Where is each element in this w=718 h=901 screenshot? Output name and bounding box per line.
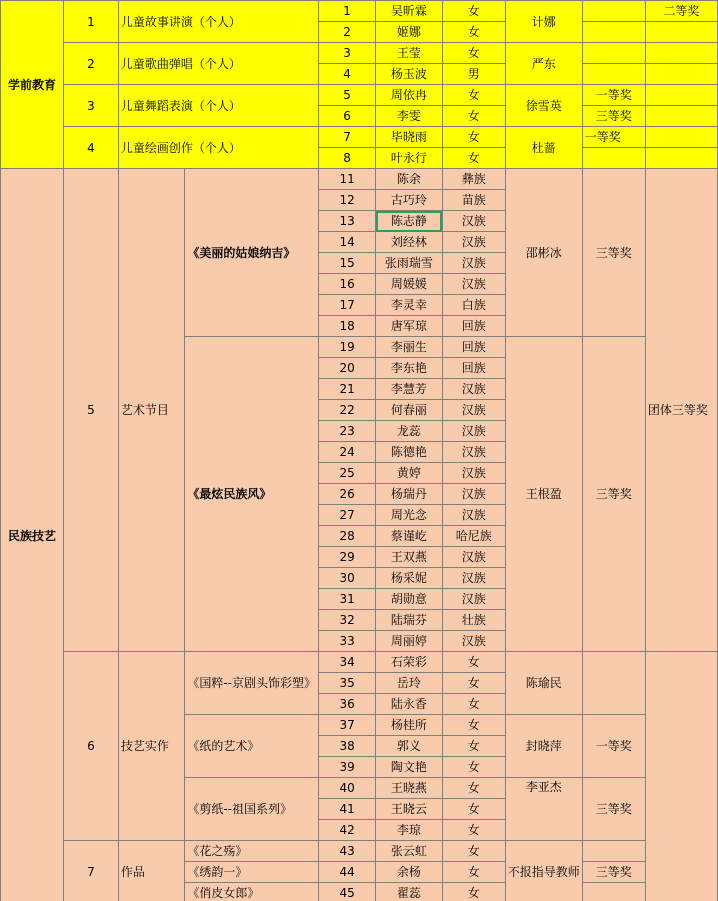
student-name[interactable]: 陈德艳 [376, 442, 443, 463]
student-number[interactable]: 12 [319, 190, 376, 211]
work-title[interactable]: 《最炫民族风》 [185, 337, 319, 652]
work-title[interactable]: 《花之殇》 [185, 841, 319, 862]
student-name[interactable]: 杨采妮 [376, 568, 443, 589]
student-attribute[interactable]: 回族 [442, 316, 505, 337]
student-attribute[interactable]: 女 [442, 820, 505, 841]
student-attribute[interactable]: 汉族 [442, 505, 505, 526]
entry-name[interactable]: 艺术节目 [118, 169, 185, 652]
student-number[interactable]: 21 [319, 379, 376, 400]
award[interactable]: 三等奖 [582, 862, 645, 883]
student-number[interactable]: 38 [319, 736, 376, 757]
student-number[interactable]: 39 [319, 757, 376, 778]
teacher[interactable]: 计娜 [505, 1, 582, 43]
student-attribute[interactable]: 女 [442, 799, 505, 820]
student-number[interactable]: 45 [319, 883, 376, 901]
student-attribute[interactable]: 汉族 [442, 568, 505, 589]
student-number[interactable]: 29 [319, 547, 376, 568]
award-cell[interactable] [582, 883, 645, 901]
student-attribute[interactable]: 汉族 [442, 253, 505, 274]
student-attribute[interactable]: 白族 [442, 295, 505, 316]
student-attribute[interactable]: 女 [442, 85, 505, 106]
student-attribute[interactable]: 汉族 [442, 484, 505, 505]
student-attribute[interactable]: 女 [442, 673, 505, 694]
student-number[interactable]: 37 [319, 715, 376, 736]
teacher[interactable]: 徐雪英 [505, 85, 582, 127]
student-name[interactable]: 张雨瑞雪 [376, 253, 443, 274]
student-name[interactable]: 龙蕊 [376, 421, 443, 442]
student-name[interactable]: 杨桂所 [376, 715, 443, 736]
student-name[interactable]: 周依冉 [376, 85, 443, 106]
teacher[interactable]: 邵彬冰 [505, 169, 582, 337]
entry-name[interactable]: 儿童歌曲弹唱（个人） [118, 43, 318, 85]
award-cell[interactable] [582, 652, 645, 715]
student-number[interactable]: 15 [319, 253, 376, 274]
work-title[interactable]: 《纸的艺术》 [185, 715, 319, 778]
student-name[interactable]: 古巧玲 [376, 190, 443, 211]
award-cell[interactable] [582, 64, 645, 85]
student-attribute[interactable]: 女 [442, 43, 505, 64]
student-attribute[interactable]: 女 [442, 736, 505, 757]
student-attribute[interactable]: 彝族 [442, 169, 505, 190]
entry-number[interactable]: 1 [63, 1, 118, 43]
student-attribute[interactable]: 汉族 [442, 232, 505, 253]
student-attribute[interactable]: 女 [442, 106, 505, 127]
work-title[interactable]: 《俏皮女郎》 [185, 883, 319, 901]
award-cell[interactable] [582, 22, 645, 43]
student-number[interactable]: 33 [319, 631, 376, 652]
award-cell[interactable] [645, 43, 717, 64]
entry-number[interactable]: 3 [63, 85, 118, 127]
student-name[interactable]: 张云虹 [376, 841, 443, 862]
student-attribute[interactable]: 汉族 [442, 274, 505, 295]
student-attribute[interactable]: 苗族 [442, 190, 505, 211]
entry-number[interactable]: 4 [63, 127, 118, 169]
student-attribute[interactable]: 女 [442, 1, 505, 22]
student-attribute[interactable]: 男 [442, 64, 505, 85]
section-label[interactable]: 学前教育 [1, 1, 64, 169]
student-name[interactable]: 杨瑞丹 [376, 484, 443, 505]
student-number[interactable]: 6 [319, 106, 376, 127]
student-number[interactable]: 17 [319, 295, 376, 316]
student-name[interactable]: 周媛媛 [376, 274, 443, 295]
award-cell[interactable] [582, 148, 645, 169]
student-number[interactable]: 32 [319, 610, 376, 631]
student-attribute[interactable]: 哈尼族 [442, 526, 505, 547]
student-attribute[interactable]: 汉族 [442, 379, 505, 400]
student-name[interactable]: 李琼 [376, 820, 443, 841]
student-name[interactable]: 李雯 [376, 106, 443, 127]
group-award[interactable]: 团体三等奖 [645, 169, 717, 652]
student-name[interactable]: 周光念 [376, 505, 443, 526]
entry-number[interactable]: 5 [63, 169, 118, 652]
student-number[interactable]: 26 [319, 484, 376, 505]
student-number[interactable]: 7 [319, 127, 376, 148]
award-cell[interactable] [582, 1, 645, 22]
award[interactable]: 三等奖 [582, 106, 645, 127]
award-cell[interactable] [582, 841, 645, 862]
student-number[interactable]: 19 [319, 337, 376, 358]
student-attribute[interactable]: 女 [442, 883, 505, 901]
award-cell[interactable] [645, 148, 717, 169]
student-number[interactable]: 30 [319, 568, 376, 589]
work-title[interactable]: 《国粹--京剧头饰彩塑》 [185, 652, 319, 715]
award[interactable]: 三等奖 [582, 337, 645, 652]
student-attribute[interactable]: 女 [442, 841, 505, 862]
student-number[interactable]: 44 [319, 862, 376, 883]
student-name[interactable]: 翟蕊 [376, 883, 443, 901]
teacher[interactable]: 王根盈 [505, 337, 582, 652]
student-number[interactable]: 3 [319, 43, 376, 64]
student-attribute[interactable]: 女 [442, 757, 505, 778]
entry-number[interactable]: 7 [63, 841, 118, 901]
teacher[interactable]: 严东 [505, 43, 582, 85]
student-number[interactable]: 42 [319, 820, 376, 841]
student-attribute[interactable]: 女 [442, 715, 505, 736]
entry-name[interactable]: 技艺实作 [118, 652, 185, 841]
section-label[interactable]: 民族技艺 [1, 169, 64, 901]
student-number[interactable]: 23 [319, 421, 376, 442]
student-name[interactable]: 李灵幸 [376, 295, 443, 316]
student-name[interactable]: 王晓云 [376, 799, 443, 820]
student-attribute[interactable]: 女 [442, 862, 505, 883]
entry-number[interactable]: 2 [63, 43, 118, 85]
student-name[interactable]: 唐军琼 [376, 316, 443, 337]
student-attribute[interactable]: 汉族 [442, 421, 505, 442]
entry-name[interactable]: 儿童舞蹈表演（个人） [118, 85, 318, 127]
student-attribute[interactable]: 汉族 [442, 463, 505, 484]
table-row [1, 85, 718, 106]
work-title[interactable]: 《剪纸--祖国系列》 [185, 778, 319, 841]
student-attribute[interactable]: 女 [442, 148, 505, 169]
table-row [1, 127, 718, 148]
table-row [1, 169, 718, 190]
student-number[interactable]: 28 [319, 526, 376, 547]
student-name[interactable]: 刘经林 [376, 232, 443, 253]
student-name[interactable]: 陶文艳 [376, 757, 443, 778]
student-name[interactable]: 王双燕 [376, 547, 443, 568]
student-attribute[interactable]: 汉族 [442, 589, 505, 610]
student-name[interactable]: 余杨 [376, 862, 443, 883]
student-attribute[interactable]: 回族 [442, 337, 505, 358]
student-number[interactable]: 34 [319, 652, 376, 673]
student-number[interactable]: 18 [319, 316, 376, 337]
student-name[interactable]: 王晓燕 [376, 778, 443, 799]
student-number[interactable]: 5 [319, 85, 376, 106]
student-number[interactable]: 31 [319, 589, 376, 610]
entry-name[interactable]: 儿童故事讲演（个人） [118, 1, 318, 43]
student-attribute[interactable]: 回族 [442, 358, 505, 379]
student-name[interactable]: 周丽婷 [376, 631, 443, 652]
group-award-cell[interactable] [645, 652, 717, 901]
student-attribute[interactable]: 汉族 [442, 547, 505, 568]
student-name[interactable]: 叶永行 [376, 148, 443, 169]
student-number[interactable]: 1 [319, 1, 376, 22]
student-number[interactable]: 22 [319, 400, 376, 421]
award-cell[interactable] [645, 106, 717, 127]
student-name[interactable]: 姬娜 [376, 22, 443, 43]
entry-number[interactable]: 6 [63, 652, 118, 841]
award[interactable]: 一等奖 [582, 85, 645, 106]
student-name[interactable]: 蔡谨屹 [376, 526, 443, 547]
student-number[interactable]: 43 [319, 841, 376, 862]
student-number[interactable]: 35 [319, 673, 376, 694]
student-number[interactable]: 40 [319, 778, 376, 799]
student-attribute[interactable]: 壮族 [442, 610, 505, 631]
student-number[interactable]: 4 [319, 64, 376, 85]
student-name[interactable]: 陈余 [376, 169, 443, 190]
student-name[interactable]: 陆瑞芬 [376, 610, 443, 631]
entry-name[interactable]: 儿童绘画创作（个人） [118, 127, 318, 169]
student-attribute[interactable]: 汉族 [442, 211, 505, 232]
award[interactable]: 一等奖 [582, 127, 645, 148]
table-row [1, 43, 718, 64]
student-number[interactable]: 27 [319, 505, 376, 526]
student-attribute[interactable]: 汉族 [442, 631, 505, 652]
award[interactable]: 二等奖 [645, 1, 717, 22]
student-name[interactable]: 李丽生 [376, 337, 443, 358]
award-cell[interactable] [582, 43, 645, 64]
student-attribute[interactable]: 女 [442, 127, 505, 148]
student-name[interactable]: 郭义 [376, 736, 443, 757]
student-attribute[interactable]: 女 [442, 778, 505, 799]
award[interactable]: 三等奖 [582, 169, 645, 337]
student-attribute[interactable]: 女 [442, 652, 505, 673]
award-cell[interactable] [645, 85, 717, 106]
student-number[interactable]: 36 [319, 694, 376, 715]
teacher[interactable]: 陈瑜民 [505, 652, 582, 715]
selected-cell[interactable]: 陈志静 [376, 211, 443, 232]
student-number[interactable]: 2 [319, 22, 376, 43]
student-name[interactable]: 毕晓雨 [376, 127, 443, 148]
table-row [1, 841, 718, 862]
table-row [1, 1, 718, 22]
student-name[interactable]: 李慧芳 [376, 379, 443, 400]
student-name[interactable]: 胡勋意 [376, 589, 443, 610]
award-cell[interactable] [645, 22, 717, 43]
student-number[interactable]: 25 [319, 463, 376, 484]
teacher[interactable]: 不报指导教师 [505, 841, 582, 901]
student-name[interactable]: 陆永香 [376, 694, 443, 715]
student-number[interactable]: 11 [319, 169, 376, 190]
student-number[interactable]: 13 [319, 211, 376, 232]
student-name[interactable]: 黄婷 [376, 463, 443, 484]
work-title[interactable]: 《绣韵一》 [185, 862, 319, 883]
student-name[interactable]: 王莹 [376, 43, 443, 64]
student-name[interactable]: 何春丽 [376, 400, 443, 421]
work-title[interactable]: 《美丽的姑娘纳吉》 [185, 169, 319, 337]
student-name[interactable]: 岳玲 [376, 673, 443, 694]
student-attribute[interactable]: 汉族 [442, 442, 505, 463]
student-number[interactable]: 41 [319, 799, 376, 820]
student-name[interactable]: 吴昕霖 [376, 1, 443, 22]
student-name[interactable]: 李东艳 [376, 358, 443, 379]
student-attribute[interactable]: 汉族 [442, 400, 505, 421]
award[interactable]: 一等奖 [582, 715, 645, 778]
student-attribute[interactable]: 女 [442, 22, 505, 43]
award-cell[interactable] [645, 127, 717, 148]
teacher[interactable]: 封晓萍 [505, 715, 582, 778]
teacher[interactable]: 杜蔷 [505, 127, 582, 169]
student-name[interactable]: 石荣彩 [376, 652, 443, 673]
teacher[interactable]: 李亚杰 [505, 778, 582, 841]
student-number[interactable]: 24 [319, 442, 376, 463]
student-attribute[interactable]: 女 [442, 694, 505, 715]
entry-name[interactable]: 作品 [118, 841, 185, 901]
student-name[interactable]: 杨玉波 [376, 64, 443, 85]
student-number[interactable]: 20 [319, 358, 376, 379]
award-cell[interactable] [645, 64, 717, 85]
student-number[interactable]: 16 [319, 274, 376, 295]
award[interactable]: 三等奖 [582, 778, 645, 841]
table-row [1, 652, 718, 673]
student-number[interactable]: 8 [319, 148, 376, 169]
student-number[interactable]: 14 [319, 232, 376, 253]
